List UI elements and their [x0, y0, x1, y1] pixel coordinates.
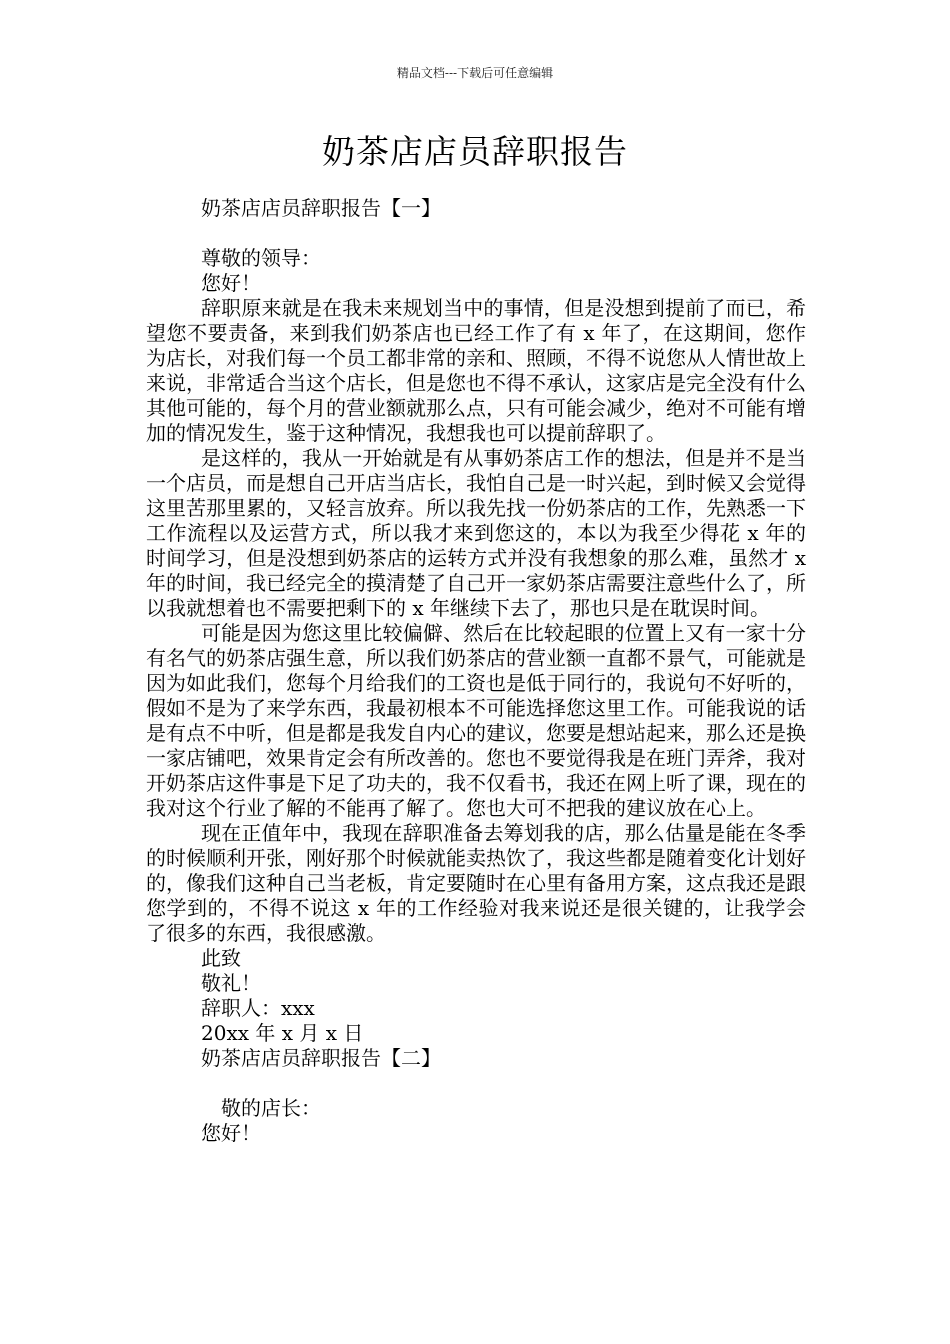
paragraph-3: 可能是因为您这里比较偏僻、然后在比较起眼的位置上又有一家十分有名气的奶茶店强生意，所以我们奶茶店的营业额一直都不景气，可能就是因为如此我们，您每个月给我们的工资也是低于同行的，我说句不好听的，假如不是为了来学东西，我最初根本不可能选择您这里工作。可能我说的话是有点不中听，但是都是我发自内心的建议，您要是想站起来，那么还是换一家店铺吧，效果肯定会有所改善的。您也不要觉得我是在班门弄斧，我对开奶茶店这件事是下足了功夫的，我不仅看书，我还在网上听了课，现在的我对这个行业了解的不能再了解了。您也大可不把我的建议放在心上。	[146, 621, 806, 820]
page-header: 精品文档---下载后可任意编辑	[396, 66, 554, 80]
section-1-heading: 奶茶店店员辞职报告【一】	[201, 196, 441, 220]
paragraph-2: 是这样的，我从一开始就是有从事奶茶店工作的想法，但是并不是当一个店员，而是想自己开店当店长，我怕自己是一时兴起，到时候又会觉得这里苦那里累的，又轻言放弃。所以我先找一份奶茶店的工作，先熟悉一下工作流程以及运营方式，所以我才来到您这的，本以为我至少得花 x 年的时间学习，但是没想到奶茶店的运转方式并没有我想象的那么难，虽然才 x 年的时间，我已经完全的摸清楚了自己开一家奶茶店需要注意些什么了，所以我就想着也不需要把剩下的 x 年继续下去了，那也只是在耽误时间。	[146, 446, 806, 620]
document-body	[146, 196, 806, 1146]
paragraph-4: 现在正值年中，我现在辞职准备去筹划我的店，那么估量是能在冬季的时候顺利开张，刚好那个时候就能卖热饮了，我这些都是随着变化计划好的，像我们这种自己当老板，肯定要随时在心里有备用方案，这点我还是跟您学到的，不得不说这 x 年的工作经验对我来说还是很关键的，让我学会了很多的东西，我很感激。	[146, 821, 806, 945]
document-title: 奶茶店店员辞职报告	[322, 132, 628, 171]
paragraph-1: 辞职原来就是在我未来规划当中的事情，但是没想到提前了而已，希望您不要责备，来到我们奶茶店也已经工作了有 x 年了，在这期间，您作为店长，对我们每一个员工都非常的亲和、照顾，不得不说您从人情世故上来说，非常适合当这个店长，但是您也不得不承认，这家店是完全没有什么其他可能的，每个月的营业额就那么点，只有可能会减少，绝对不可能有增加的情况发生，鉴于这种情况，我想我也可以提前辞职了。	[146, 296, 806, 445]
section-1-salutation: 尊敬的领导：	[201, 246, 321, 270]
section-2-salutation: 敬的店长：	[221, 1096, 321, 1120]
closing-line-2: 敬礼！	[201, 971, 261, 995]
section-1-greeting: 您好！	[201, 271, 261, 295]
section-2-heading: 奶茶店店员辞职报告【二】	[201, 1046, 441, 1070]
date: 20xx 年 x 月 x 日	[201, 1021, 364, 1045]
section-2-greeting: 您好！	[201, 1121, 261, 1145]
closing-line-1: 此致	[201, 946, 241, 970]
signature: 辞职人：xxx	[201, 996, 315, 1020]
